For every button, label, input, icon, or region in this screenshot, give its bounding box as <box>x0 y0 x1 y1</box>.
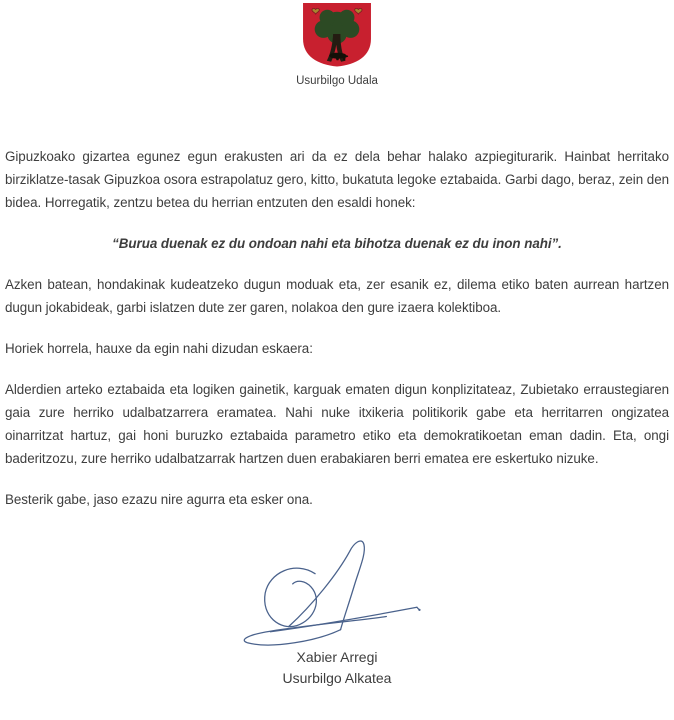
quote-line: “Burua duenak ez du ondoan nahi eta bihotza duenak ez du inon nahi”. <box>112 236 562 251</box>
paragraph-4: Alderdien arteko eztabaida eta logiken gainetik, karguak ematen digun konplizitateaz, Zubietako erraustegiaren gaia zure herriko udalbatzarrera eramatea. Nahi nuke itxikeria politikorik gabe eta herritarren ongizatea oinarritzat hartuz, gai honi buruzko eztabaida parametro etiko eta demokratikoetan eman dadin. Eta, ongi baderitzozu, zure herriko udalbatzarrak hartzen duen erabakiaren berri ematea ere eskertuko nizuke. <box>5 382 669 466</box>
usurbil-crest-icon <box>300 2 374 68</box>
signer-title: Usurbilgo Alkatea <box>282 670 392 686</box>
signer-name: Xabier Arregi <box>296 649 378 665</box>
letter-body <box>5 145 669 511</box>
coat-of-arms <box>5 2 669 68</box>
org-name: Usurbilgo Udala <box>296 75 378 87</box>
paragraph-1: Gipuzkoako gizartea egunez egun erakusten ari da ez dela behar halako azpiegiturarik. Hainbat herritako birziklatze-tasak Gipuzkoa osora estrapolatuz gero, kitto, bukatuta legoke eztabaida. Garbi dago, beraz, zein den bidea. Horregatik, zentzu betea du herrian entzuten den esaldi honek: <box>5 149 669 210</box>
signature-block <box>5 535 669 689</box>
paragraph-3: Horiek horrela, hauxe da egin nahi dizudan eskaera: <box>5 341 313 356</box>
letterhead <box>5 2 669 88</box>
signature-strokes <box>244 541 419 645</box>
paragraph-5: Besterik gabe, jaso ezazu nire agurra eta esker ona. <box>5 492 313 507</box>
paragraph-2: Azken batean, hondakinak kudeatzeko dugun moduak eta, zer esanik ez, dilema etiko baten aurrean hartzen dugun jokabideak, garbi islatzen dute zer garen, nolakoa den gure izaera kolektiboa. <box>5 277 669 315</box>
handwritten-signature <box>235 535 440 647</box>
signature-end-dot <box>418 609 420 611</box>
